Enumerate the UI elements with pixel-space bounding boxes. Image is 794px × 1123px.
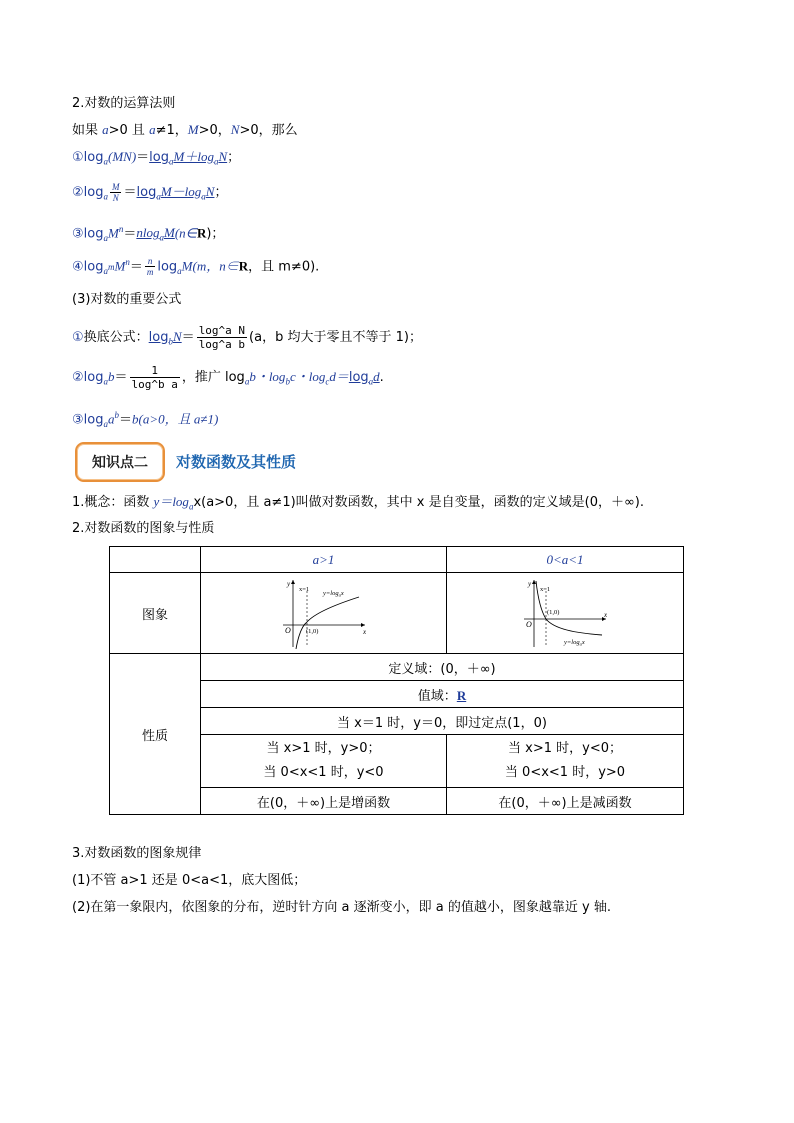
point-label: (1,0) [305,628,318,635]
log-base: a [156,191,161,202]
punct: ； [227,150,241,165]
cond-var: a [149,122,156,137]
log-base: a [213,156,219,167]
equals: ＝ [136,150,150,165]
row-label-properties: 性质 [110,654,201,815]
log-text: log [83,226,104,242]
frac-num: log^a N [198,324,246,337]
log-arg: b [107,369,115,384]
formula-1 [72,324,422,351]
log-arg: c・log [289,369,326,384]
frac-num: M [111,182,120,192]
log-text: nlog [136,225,160,241]
punct: )； [206,226,225,242]
exponent: b [114,410,119,420]
log-text: log [83,412,104,428]
frac-den: log^a b [198,338,246,351]
log-text: log [83,370,104,385]
rule-number: ② [72,185,84,200]
change-of-base-fraction [197,324,247,351]
graph-rule-2: (2)在第一象限内，依图象的分布，逆时针方向 a 逐渐变小，即 a 的值越小，图象越靠近 y 轴. [72,900,611,915]
log-arg: M－log [160,184,202,199]
monotonic-increasing-cell: 在(0，＋∞)上是增函数 [201,788,447,815]
decreasing-log-graph [520,577,610,649]
log-text: log [348,370,369,385]
header-a-lt-1: 0<a<1 [447,547,684,573]
log-arg: (MN) [107,149,137,164]
log-arg: a [107,411,115,427]
cond-var: M [187,122,199,137]
log-arg: N [218,149,228,164]
condition-line [72,121,298,140]
log-function-table [109,546,684,815]
log-arg: M [181,258,193,274]
graph-cell-decreasing [447,573,684,654]
sign-line: 当 x>1 时，y>0； [266,741,381,756]
log-arg: M [114,258,126,274]
knowledge-point-badge: 知识点二 [75,442,165,482]
fixed-point-cell: 当 x＝1 时，y＝0，即过定点(1，0) [201,708,684,735]
cond-var: a [102,122,109,137]
frac-num: n [145,256,156,267]
rule-number: ② [72,370,84,385]
generalization-text: ，推广 log [181,370,245,385]
sign-line: 当 0<x<1 时，y<0 [263,765,384,780]
rule-number: ④ [72,259,84,275]
log-arg: N [205,184,215,199]
log-arg: d＝ [329,369,349,384]
log-base: a [103,418,108,429]
corner-cell [110,547,201,573]
graph-cell-increasing [201,573,447,654]
real-set: R [196,225,207,241]
base-exponent: m [107,261,115,272]
cond-text: >0， [198,123,231,138]
log-text: log [83,150,104,165]
real-set: R [238,258,249,274]
condition: (n∈ [174,225,197,241]
equals: ＝ [114,370,128,385]
origin-label: O [526,620,532,629]
concept-text: 1.概念：函数 [72,495,154,510]
range-label: 值域： [417,688,457,704]
section-heading-rules: 2.对数的运算法则 [72,96,176,111]
log-arg: b・log [249,369,286,384]
curve-x: x [340,590,344,597]
knowledge-point-title: 对数函数及其性质 [176,453,297,471]
curve-text: y=log [564,639,580,646]
sign-cell-decreasing [447,735,684,788]
frac-den: m [146,267,154,278]
frac-den: log^b a [131,378,178,391]
log-base: a [103,191,108,202]
log-arg: M [163,225,175,241]
fraction-m-over-n [110,182,122,203]
formula-label: 换底公式： [83,330,149,345]
increasing-log-graph [279,577,369,649]
log-arg: N [173,329,182,344]
origin-label: O [284,626,291,635]
condition: (m，n∈ [192,258,239,274]
sign-line: 当 x>1 时，y<0； [508,741,622,756]
cond-text: 如果 [72,123,103,138]
sign-cell-increasing [201,735,447,788]
log-arg: d [373,369,380,384]
log-base: a [103,265,108,276]
log-text: log [136,185,157,200]
concept-line [72,493,644,516]
exponent: n [118,224,124,234]
section-heading-formulas: (3)对数的重要公式 [72,292,182,307]
y-axis-label: y [528,580,532,588]
cond-text: ≠1， [155,123,188,138]
curve-text: y=log [322,590,339,597]
curve-label [563,639,585,647]
domain-cell: 定义域：(0，＋∞) [201,654,684,681]
punct: . [379,370,384,385]
x-axis-label: x [604,611,608,619]
log-base: a [103,376,108,387]
equals: ＝ [129,259,143,275]
rule-number: ① [72,330,84,345]
line-x1-label: x=1 [298,586,309,593]
x-axis-label: x [362,628,366,636]
log-arg: M＋log [173,149,214,164]
formula-2 [72,364,384,391]
log-text: log [149,150,169,165]
equals: ＝ [123,185,137,200]
rule-number: ③ [72,412,84,428]
table-heading: 2.对数函数的图象与性质 [72,521,215,536]
cond-var: N [230,122,240,137]
range-value: R [456,687,467,703]
log-text: log [83,259,104,275]
rule-2 [72,182,227,206]
line-x1-label: x=1 [540,586,551,593]
rule-3 [72,220,224,247]
rule-1 [72,148,240,171]
log-base: c [325,376,330,387]
log-text: log [148,330,169,345]
formula-3 [72,406,218,433]
concept-text: x(a>0，且 a≠1)叫做对数函数，其中 x 是自变量，函数的定义域是(0，＋∞). [193,495,645,510]
reciprocal-fraction [130,364,180,391]
y-axis-label: y [286,580,290,588]
log-base: a [169,156,174,167]
log-base: a [103,232,108,243]
frac-num: 1 [130,364,180,378]
condition: (a，b 均大于零且不等于 1)； [249,330,422,345]
log-base: a [177,265,182,276]
rule-number: ③ [72,226,84,242]
frac-den: N [112,193,119,203]
equals: ＝ [118,412,132,428]
fraction-n-over-m [145,256,156,277]
range-cell [201,681,684,708]
log-text: log [157,259,178,275]
log-base: b [285,376,290,387]
sign-line: 当 0<x<1 时，y>0 [504,765,626,780]
row-label-graph: 图象 [110,573,201,654]
curve-base: a [579,641,582,647]
condition: ，且 m≠0). [248,259,320,275]
function-expr: y＝log [153,494,189,509]
log-base: a [368,376,374,387]
curve-x: x [581,639,585,646]
cond-text: >0 且 [108,123,150,138]
exponent: n [125,257,130,267]
point-label: (1,0) [547,609,560,616]
header-a-gt-1: a>1 [201,547,447,573]
equals: ＝ [123,226,137,242]
log-base: a [103,156,108,167]
log-text: log [83,185,104,200]
graph-rule-1: (1)不管 a>1 还是 0<a<1，底大图低； [72,873,307,888]
log-base: a [188,501,194,512]
punct: ； [214,185,228,200]
log-base: a [244,376,250,387]
rule-number: ① [72,150,84,165]
log-base: b [168,336,173,347]
monotonic-decreasing-cell: 在(0，＋∞)上是减函数 [447,788,684,815]
curve-label [322,590,344,598]
equals: ＝ [181,330,195,345]
cond-text: >0，那么 [239,123,298,138]
rule-4 [72,253,319,280]
log-arg: M [107,225,119,241]
condition: b(a>0，且 a≠1) [132,411,219,427]
log-base: a [201,191,206,202]
log-base: a [159,232,164,243]
section-heading-rules-graph: 3.对数函数的图象规律 [72,846,202,861]
curve-base: a [338,592,341,598]
